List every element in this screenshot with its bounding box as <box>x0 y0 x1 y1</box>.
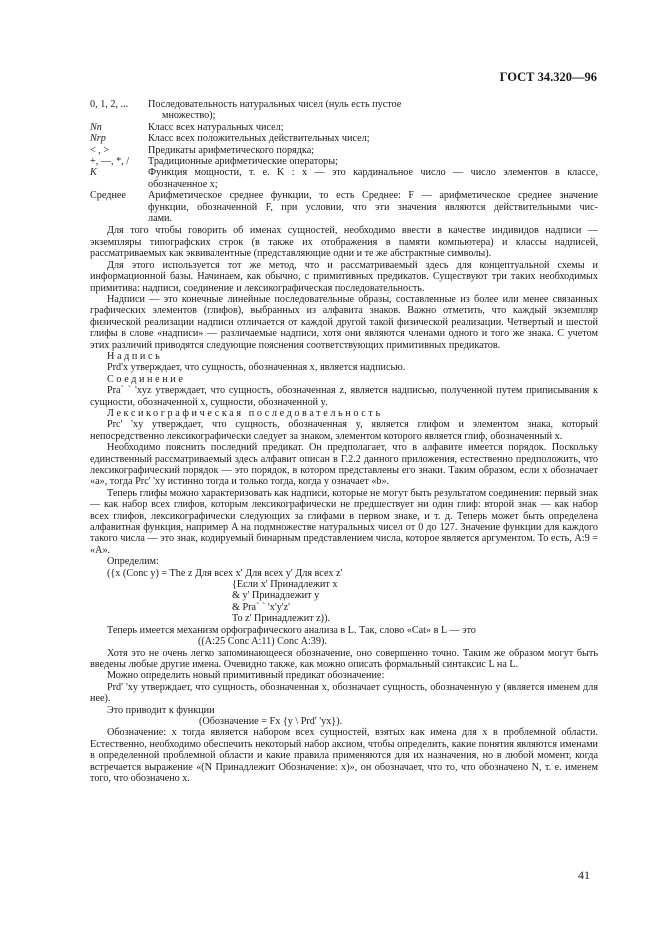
section-heading-lexicographic: Лексикографическая последовательность <box>107 407 383 419</box>
definition-term: 0, 1, 2, ... <box>90 99 129 110</box>
formula-line: То z' Принадлежит z)). <box>232 613 331 625</box>
definition-term: < , > <box>90 144 110 156</box>
paragraph: Для этого используется тот же метод, что и рассматриваемый здесь для концептуальной схемы и информационной базы. Начинаем, как обычно, с примитивных предикатов. Существуют три таких необходимых примитива: надписи, соединение и лексикографическая последовательность. <box>90 259 598 294</box>
definition-item <box>90 145 598 156</box>
definition-text: Класс всех натуральных чисел; <box>148 121 284 133</box>
paragraph: Хотя это не очень легко запоминающееся обозначение, оно совершенно точно. Таким же образом могут быть введены любые другие имена. Очевидно также, как можно описать формальный синтаксис L на L. <box>90 647 598 670</box>
paragraph: Pra` ` 'xyz утверждает, что сущность, обозначенная z, является надписью, полученной путем приписывания к сущности, обозначенной x, сущности, обозначенной y. <box>90 385 598 408</box>
definition-text: Класс всех положительных действительных чисел; <box>148 133 370 145</box>
formula-line: & y' Принадлежит y <box>232 590 320 602</box>
definition-text: Предикаты арифметического порядка; <box>148 144 315 156</box>
paragraph: Надписи — это конечные линейные последовательные образы, составленные из более или менее связанных графических элементов (глифов), выбранных из алфавита знаков. Важно отметить, что каждый экземпляр физической реализации надписи отличается от каждой другой такой физической реализации. Четвертый и шестой глифы в слове «надписи» — различаемые надписи, хотя они являются членами одного и того же знака. С учетом этих различий приводятся следующие пояснения соответствующих примитивных предикатов. <box>90 293 598 351</box>
definition-item <box>90 133 598 144</box>
formula-line: (Обозначение = Fx {y \ Prd' 'yx}). <box>199 715 343 727</box>
definition-list <box>90 99 598 224</box>
paragraph: Для того чтобы говорить об именах сущностей, необходимо ввести в качестве индивидов надписи — экземпляры типографских строк (в также их отображения в памяти компьютера) и классы надписей, рассматриваемых как эквивалентные (представляющие одни и те же абстрактные символы). <box>90 225 598 260</box>
section-heading-inscription: Надпись <box>107 350 163 362</box>
definition-item <box>90 190 598 224</box>
definition-term: K <box>90 167 97 179</box>
definition-text: Последовательность натуральных чисел (нуль есть пустое <box>148 99 402 110</box>
paragraph: Prd'x утверждает, что сущность, обозначенная x, является надписью. <box>107 362 406 374</box>
definition-term: Среднее <box>90 190 126 202</box>
paragraph: Обозначение: x тогда является набором всех сущностей, взятых как имена для x в проблемной области. Естественно, необходимо обеспечить некоторый набор аксиом, чтобы определить, какие понятия являются именами в определенной проблемной области и какие правила применяются для их назначения, но в любой момент, когда встречается выражение «(N Принадлежит Обозначение: x)», он обозначает, что то, что обозначено N, т. е. именем того, что обозначено x. <box>90 727 598 784</box>
definition-item <box>90 167 598 190</box>
definition-text: Традиционные арифметические операторы; <box>148 156 338 168</box>
paragraph: Теперь имеется механизм орфографического анализа в L. Так, слово «Cat» в L — это <box>107 624 476 636</box>
definition-item <box>90 156 598 167</box>
section-heading-concatenation: Соединение <box>107 373 186 385</box>
paragraph: Prc' 'xy утверждает, что сущность, обозначенная y, является глифом и элементом знака, который непосредственно лексикографически следует за знаком, элементом которого является глиф, обозначенный x. <box>90 419 598 442</box>
definition-term: +, —, *, / <box>90 156 130 168</box>
definition-text: Арифметическое среднее функции, то есть Среднее: F — арифметическое среднее значение <box>148 190 598 202</box>
definition-text: лами. <box>148 213 173 225</box>
paragraph: Это приводит к функции <box>107 704 215 716</box>
paragraph: Prd' 'xy утверждает, что сущность, обозначенная x, обозначает сущность, обозначенную y (является именем для нее). <box>90 681 598 705</box>
standard-header: ГОСТ 34.320—96 <box>499 70 597 84</box>
definition-text: Функция мощности, т. е. K : x — это кардинальное число — число элементов в классе, <box>148 167 598 179</box>
paragraph: Определим: <box>107 556 159 568</box>
paragraph: Можно определить новый примитивный предикат обозначение: <box>107 670 385 682</box>
page-body <box>90 99 598 784</box>
paragraph: Необходимо пояснить последний предикат. Он предполагает, что в алфавите имеется порядок. Поскольку единственный рассматриваемый здесь алфавит описан в Г.2.2 данного приложения, естественно предположить, что лексикографический порядок — это порядок, в котором представлены его знаки. Таким образом, если x обозначает «a», тогда Prc' 'xy истинно тогда и только тогда, когда y означает «b». <box>90 442 598 488</box>
page-number: 41 <box>578 868 590 882</box>
formula-line: ({x (Conc y) = The z Для всех x' Для всех y' Для всех z' <box>107 567 343 579</box>
definition-term: Nrp <box>90 133 106 145</box>
definition-text: множество); <box>162 110 216 122</box>
formula-line: ((A:25 Conc A:11) Conc A:39). <box>198 636 327 648</box>
definition-term: Nn <box>90 121 102 133</box>
formula-line: & Pra` ` 'x'y'z' <box>232 601 290 613</box>
definition-item <box>90 122 598 133</box>
definition-text: обозначенное x; <box>148 178 218 190</box>
formula-line: {Если x' Принадлежит x <box>232 579 338 591</box>
paragraph: Теперь глифы можно характеризовать как надписи, которые не могут быть результатом соединения: первый знак — как набор всех глифов, которым лексикографически не предшествует ни один глиф: второй знак — как набор всех глифов, лексикографически следующих за глифами в первом знаке, и т. д. Теперь может быть определена алфавитная функция, например A на подмножестве натуральных чисел от 0 до 127. Значение функции для каждого такого числа — это знак, кодируемый бинарным представлением числа, которое является аргументом. То есть, A:9 = «A». <box>90 487 598 556</box>
definition-text: функции, обозначенной F, при условии, что эти значения являются действительными чис- <box>148 201 598 213</box>
definition-item <box>90 99 598 122</box>
